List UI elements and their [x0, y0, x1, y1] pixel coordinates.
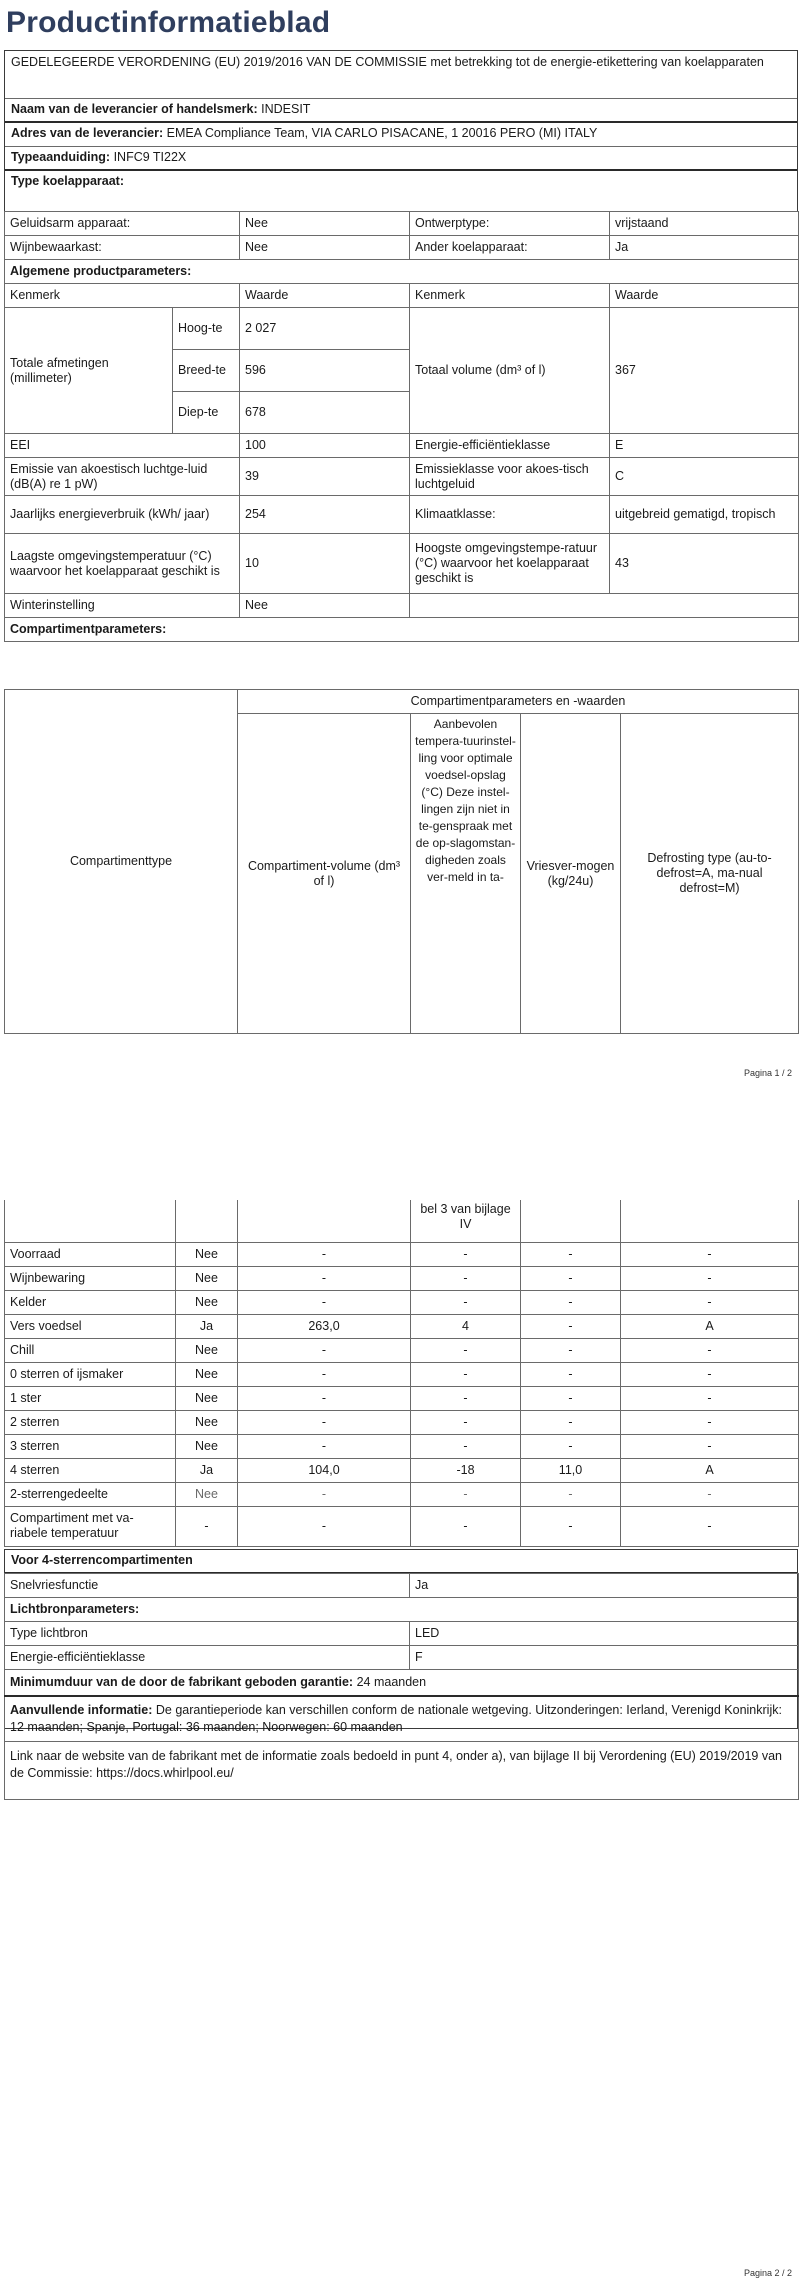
compartment-row: [5, 1314, 799, 1338]
compartment-row: [5, 1362, 799, 1386]
compartment-name: 0 sterren of ijsmaker: [5, 1362, 176, 1386]
compartment-value: Nee: [176, 1290, 238, 1314]
compartment-value: -: [411, 1338, 521, 1362]
dim-name: Breed-te: [173, 350, 240, 392]
supplier-row: Naam van de leverancier of handelsmerk: INDESIT: [5, 99, 797, 123]
compartment-value: -: [521, 1242, 621, 1266]
compartment-value: -: [238, 1410, 411, 1434]
comp-col-volume: Compartiment-volume (dm³ of l): [238, 714, 411, 1034]
compartment-value: 11,0: [521, 1458, 621, 1482]
compartment-value: -: [621, 1434, 799, 1458]
compartment-value: Ja: [176, 1458, 238, 1482]
compartment-value: Nee: [176, 1242, 238, 1266]
compartment-row: [5, 1338, 799, 1362]
compartment-value: Nee: [176, 1266, 238, 1290]
supplier-value: INDESIT: [261, 102, 311, 116]
compartment-value: -: [521, 1362, 621, 1386]
compartment-name: Chill: [5, 1338, 176, 1362]
compartment-name: 3 sterren: [5, 1434, 176, 1458]
warranty-value: 24 maanden: [356, 1674, 427, 1689]
compartment-value: -: [521, 1410, 621, 1434]
compartment-value: -: [521, 1266, 621, 1290]
additional-info: Aanvullende informatie: De garantieperiode kan verschillen conform de nationale wetgeving. Uitzonderingen: Ierland, Verenigd Koninkrijk: 12 maanden; Spanje, Portugal: 36 maanden; Noorwegen: 60 maanden: [5, 1696, 799, 1742]
compartment-value: -: [238, 1338, 411, 1362]
compartment-name: 1 ster: [5, 1386, 176, 1410]
compartment-value: -: [238, 1290, 411, 1314]
compartment-value: -: [621, 1410, 799, 1434]
compartment-value: 263,0: [238, 1314, 411, 1338]
compartment-row: [5, 1482, 799, 1506]
comp-col-temperature: Aanbevolen tempera-tuurinstel-ling voor optimale voedsel-opslag (°C) Deze instel-lingen zijn niet in te-genspraak met de op-slagomstan-digheden zoals ver-meld in ta-: [411, 714, 521, 1034]
comp-col-defrost: Defrosting type (au-to-defrost=A, ma-nual defrost=M): [621, 714, 799, 1034]
dim-name: Hoog-te: [173, 308, 240, 350]
compartment-value: -: [176, 1506, 238, 1546]
compartment-table: [4, 1200, 799, 1547]
type-table: [4, 211, 799, 284]
compartment-name: 4 sterren: [5, 1458, 176, 1482]
compartment-value: -: [521, 1482, 621, 1506]
compartment-name: Wijnbewaring: [5, 1266, 176, 1290]
page-1: [0, 0, 800, 1092]
comp-group-header: Compartimentparameters en -waarden: [238, 690, 799, 714]
compartment-value: -: [521, 1314, 621, 1338]
page-2: [0, 1200, 800, 2285]
compartment-value: Nee: [176, 1410, 238, 1434]
regulation-text: GEDELEGEERDE VERORDENING (EU) 2019/2016 VAN DE COMMISSIE met betrekking tot de energie-etikettering van koelapparaten: [5, 51, 797, 99]
compartment-value: -: [411, 1290, 521, 1314]
compartment-value: -: [521, 1434, 621, 1458]
compartment-value: -: [411, 1362, 521, 1386]
compartment-value: Nee: [176, 1338, 238, 1362]
compartment-value: -: [521, 1386, 621, 1410]
light-type-value: LED: [410, 1622, 799, 1646]
type-heading: Type koelapparaat:: [11, 174, 125, 188]
compartment-value: Nee: [176, 1434, 238, 1458]
compartment-value: Nee: [176, 1482, 238, 1506]
light-class-label: Energie-efficiëntieklasse: [5, 1646, 410, 1670]
compartment-value: A: [621, 1458, 799, 1482]
type-row: Geluidsarm apparaat: Nee Ontwerptype: vrijstaand: [5, 212, 799, 236]
dim-value: 678: [240, 392, 410, 434]
compartment-value: -: [621, 1242, 799, 1266]
fast-freeze-value: Ja: [410, 1574, 799, 1598]
page-title: Productinformatieblad: [6, 6, 331, 39]
compartment-row: [5, 1242, 799, 1266]
compartment-value: -: [238, 1386, 411, 1410]
compartment-value: 4: [411, 1314, 521, 1338]
param-row: Emissie van akoestisch luchtge-luid (dB(A) re 1 pW) 39 Emissieklasse voor akoes-tisch luchtgeluid C: [5, 458, 799, 496]
light-heading: Lichtbronparameters:: [5, 1598, 799, 1622]
continued-row: [5, 1200, 799, 1242]
compartment-value: -: [621, 1362, 799, 1386]
compartment-value: Nee: [176, 1386, 238, 1410]
comp-col-freezing: Vriesver-mogen (kg/24u): [521, 714, 621, 1034]
compartment-value: -: [238, 1434, 411, 1458]
compartment-name: Kelder: [5, 1290, 176, 1314]
total-volume-value: 367: [610, 308, 799, 434]
compartment-value: -: [411, 1410, 521, 1434]
compartment-name: 2-sterrengedeelte: [5, 1482, 176, 1506]
manufacturer-link-text[interactable]: Link naar de website van de fabrikant met de informatie zoals bedoeld in punt 4, onder a), van bijlage II bij Verordening (EU) 2019/2019 van de Commissie: https://docs.whirlpool.eu/: [5, 1742, 799, 1800]
compartment-value: -: [521, 1506, 621, 1546]
warranty-row: Minimumduur van de door de fabrikant geboden garantie: 24 maanden: [5, 1670, 799, 1696]
type-row: Wijnbewaarkast: Nee Ander koelapparaat: Ja: [5, 236, 799, 260]
light-class-value: F: [410, 1646, 799, 1670]
winter-row: Winterinstelling Nee: [5, 594, 799, 618]
address-row: Adres van de leverancier: EMEA Compliance Team, VIA CARLO PISACANE, 1 20016 PERO (MI) ITALY: [5, 123, 797, 147]
compartment-value: -: [411, 1434, 521, 1458]
compartment-row: [5, 1458, 799, 1482]
comp-type-header: Compartimenttype: [5, 690, 238, 1034]
general-params-table: [4, 283, 799, 642]
compartment-value: -: [411, 1482, 521, 1506]
compartment-value: -: [238, 1242, 411, 1266]
compartment-heading-row: [5, 618, 799, 642]
compartment-value: -: [621, 1386, 799, 1410]
compartment-row: [5, 1386, 799, 1410]
compartment-header-table: [4, 689, 799, 1034]
dim-value: 2 027: [240, 308, 410, 350]
compartment-heading: Compartimentparameters:: [5, 618, 799, 642]
header-box: [4, 50, 798, 212]
compartment-value: -: [621, 1290, 799, 1314]
compartment-value: -: [238, 1362, 411, 1386]
compartment-value: -: [621, 1506, 799, 1546]
compartment-value: -: [238, 1266, 411, 1290]
param-row: EEI 100 Energie-efficiëntieklasse E: [5, 434, 799, 458]
dim-name: Diep-te: [173, 392, 240, 434]
compartment-rows: [5, 1242, 799, 1546]
compartment-value: -18: [411, 1458, 521, 1482]
compartment-row: [5, 1506, 799, 1546]
page-number: Pagina 1 / 2: [743, 1068, 792, 1078]
dim-value: 596: [240, 350, 410, 392]
compartment-value: -: [411, 1506, 521, 1546]
general-heading-row: [5, 260, 799, 284]
param-row: Jaarlijks energieverbruik (kWh/ jaar) 254 Klimaatklasse: uitgebreid gematigd, tropisch: [5, 496, 799, 534]
compartment-value: Nee: [176, 1362, 238, 1386]
four-star-heading: Voor 4-sterrencompartimenten: [5, 1550, 797, 1574]
compartment-row: [5, 1434, 799, 1458]
general-heading: Algemene productparameters:: [5, 260, 799, 284]
page-number: Pagina 2 / 2: [743, 2268, 792, 2278]
model-row: Typeaanduiding: INFC9 TI22X: [5, 147, 797, 171]
compartment-name: 2 sterren: [5, 1410, 176, 1434]
model-value: INFC9 TI22X: [113, 150, 187, 164]
param-row: Laagste omgevingstemperatuur (°C) waarvoor het koelapparaat geschikt is 10 Hoogste omgevingstempe-ratuur (°C) waarvoor het koelapparaat geschikt is 43: [5, 534, 799, 594]
compartment-value: -: [238, 1506, 411, 1546]
compartment-value: -: [411, 1242, 521, 1266]
compartment-value: A: [621, 1314, 799, 1338]
compartment-value: -: [238, 1482, 411, 1506]
compartment-value: -: [521, 1338, 621, 1362]
dims-label: Totale afmetingen (millimeter): [5, 308, 173, 434]
compartment-value: -: [521, 1290, 621, 1314]
compartment-row: [5, 1290, 799, 1314]
continued-text: bel 3 van bijlage IV: [411, 1200, 521, 1242]
dims-row: [5, 308, 799, 350]
compartment-value: Ja: [176, 1314, 238, 1338]
compartment-row: [5, 1410, 799, 1434]
total-volume-label: Totaal volume (dm³ of l): [410, 308, 610, 434]
compartment-name: Compartiment met va-riabele temperatuur: [5, 1506, 176, 1546]
compartment-name: Voorraad: [5, 1242, 176, 1266]
compartment-value: -: [621, 1482, 799, 1506]
compartment-value: -: [411, 1266, 521, 1290]
compartment-value: -: [621, 1338, 799, 1362]
light-type-label: Type lichtbron: [5, 1622, 410, 1646]
compartment-row: [5, 1266, 799, 1290]
four-star-table: [4, 1573, 799, 1800]
compartment-name: Vers voedsel: [5, 1314, 176, 1338]
address-value: EMEA Compliance Team, VIA CARLO PISACANE, 1 20016 PERO (MI) ITALY: [166, 126, 598, 140]
compartment-value: 104,0: [238, 1458, 411, 1482]
fast-freeze-label: Snelvriesfunctie: [5, 1574, 410, 1598]
compartment-value: -: [621, 1266, 799, 1290]
gen-header-row: Kenmerk Waarde Kenmerk Waarde: [5, 284, 799, 308]
compartment-value: -: [411, 1386, 521, 1410]
